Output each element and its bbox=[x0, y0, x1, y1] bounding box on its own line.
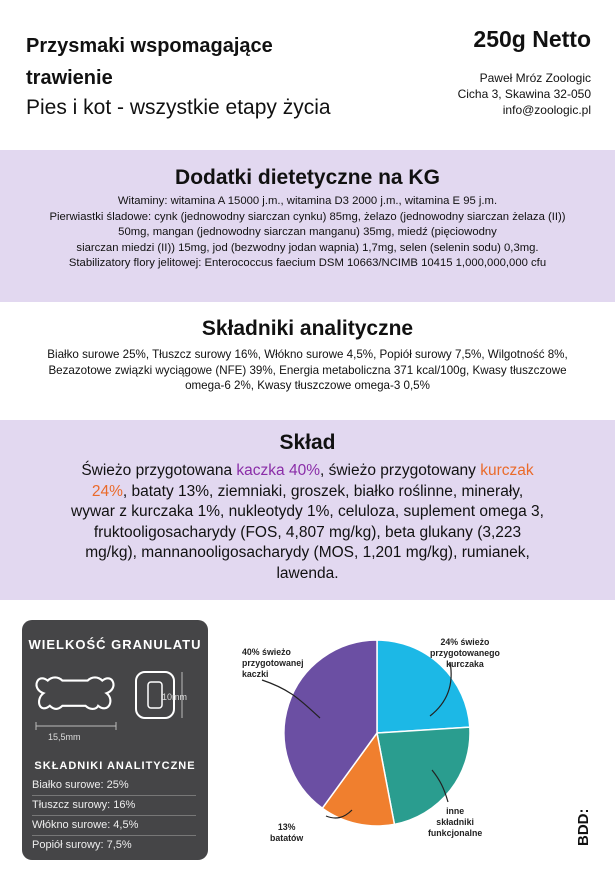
company-street: Cicha 3, Skawina 32-050 bbox=[457, 87, 591, 101]
product-title: Przysmaki wspomagające trawienie bbox=[26, 35, 273, 89]
analytical-line: Bezazotowe związki wyciągowe (NFE) 39%, Energia metaboliczna 371 kcal/100g, Kwasy tłuszczowe bbox=[48, 363, 567, 377]
pie-label-text: 40% świeżo bbox=[242, 647, 291, 657]
nutrition-item: Włókno surowe: 4,5% bbox=[32, 819, 139, 831]
company-address bbox=[458, 70, 591, 118]
analytical-section bbox=[0, 302, 615, 420]
product-subtitle: Pies i kot - wszystkie etapy życia bbox=[26, 96, 331, 119]
nutrition-title: SKŁADNIKI ANALITYCZNE bbox=[34, 760, 196, 772]
composition-line: fruktooligosacharydy (FOS, 4,807 mg/kg), beta glukany (3,223 bbox=[93, 523, 522, 541]
analytical-line: omega-6 2%, Kwasy tłuszczowe omega-3 0,5% bbox=[185, 379, 430, 392]
additives-line: siarczan miedzi (II)) 15mg, jod (bezwodny jodan wapnia) 1,7mg, selen (selenin sodu) 0,3mg. bbox=[76, 241, 539, 254]
composition-line bbox=[22, 461, 593, 482]
composition-mid: , świeżo przygotowany bbox=[320, 462, 481, 479]
header bbox=[0, 0, 615, 150]
chicken-percent: 24% bbox=[91, 482, 123, 500]
pie-label-text: przygotowanego bbox=[430, 648, 500, 658]
bdd-text: BDD: bbox=[575, 808, 592, 846]
composition-line bbox=[22, 482, 593, 503]
pie-label-text: batatów bbox=[270, 833, 304, 843]
additives-line: 50mg, mangan (jednowodny siarczan manganu) 35mg, miedź (pięciowodny bbox=[118, 226, 497, 238]
pie-label-text: funkcjonalne bbox=[428, 828, 483, 838]
nutrition-item: Tłuszcz surowy: 16% bbox=[32, 799, 136, 811]
net-weight: 250g Netto bbox=[473, 26, 591, 52]
pie-label-text: składniki bbox=[436, 817, 474, 827]
pie-label-text: inne bbox=[446, 806, 465, 816]
pie-label-other bbox=[428, 806, 482, 839]
pie-label-text: 24% świeżo bbox=[440, 637, 490, 647]
composition-rest: , bataty 13%, ziemniaki, groszek, białko roślinne, minerały, bbox=[122, 482, 524, 500]
chicken-highlight: kurczak bbox=[480, 462, 534, 479]
additives-line: Pierwiastki śladowe: cynk (jednowodny siarczan cynku) 85mg, żelazo (jednowodny siarczan żelaza (II)) bbox=[49, 210, 566, 223]
composition-line: lawenda. bbox=[276, 564, 339, 582]
pie-label-sweet-potato bbox=[270, 822, 303, 844]
pie-label-text: przygotowanej bbox=[242, 658, 304, 668]
pie-label-chicken bbox=[430, 637, 500, 670]
bdd-label bbox=[568, 800, 598, 850]
bone-icon bbox=[37, 677, 114, 709]
composition-line: wywar z kurczaka 1%, nukleotydy 1%, celuloza, suplement omega 3, bbox=[71, 503, 544, 520]
additives-title: Dodatki dietetyczne na KG bbox=[175, 166, 440, 189]
composition-title: Skład bbox=[279, 431, 336, 454]
nutrition-divider bbox=[32, 795, 196, 796]
analytical-title: Składniki analityczne bbox=[201, 317, 414, 340]
pie-label-text: kurczaka bbox=[446, 659, 484, 669]
width-label: 15,5mm bbox=[48, 732, 81, 742]
granule-side-inner bbox=[148, 682, 162, 708]
duck-highlight: kaczka 40% bbox=[236, 462, 320, 479]
pie-label-text: 13% bbox=[277, 822, 296, 832]
nutrition-divider bbox=[32, 835, 196, 836]
composition-intro: Świeżo przygotowana bbox=[81, 462, 237, 479]
pie-label-text: kaczki bbox=[242, 669, 269, 679]
additives-text bbox=[0, 194, 615, 272]
granule-info-box bbox=[22, 620, 208, 860]
analytical-line: Białko surowe 25%, Tłuszcz surowy 16%, Włókno surowe 4,5%, Popiół surowy 7,5%, Wilgotność 8%, bbox=[47, 348, 568, 361]
additives-section bbox=[0, 150, 615, 302]
company-name: Paweł Mróz Zoologic bbox=[479, 71, 591, 85]
nutrition-item: Białko surowe: 25% bbox=[32, 779, 129, 791]
composition-line: mg/kg), mannanooligosacharydy (MOS, 1,201 mg/kg), rumianek, bbox=[85, 544, 530, 561]
pie-label-duck bbox=[242, 647, 304, 680]
nutrition-item: Popiół surowy: 7,5% bbox=[32, 839, 132, 851]
height-label: 10mm bbox=[162, 692, 188, 702]
analytical-text bbox=[0, 347, 615, 394]
additives-line: Witaminy: witamina A 15000 j.m., witamina D3 2000 j.m., witamina E 95 j.m. bbox=[117, 195, 498, 207]
nutrition-divider bbox=[32, 815, 196, 816]
additives-line: Stabilizatory flory jelitowej: Enterococcus faecium DSM 10663/NCIMB 10415 1,000,000,000 cfu bbox=[68, 257, 547, 269]
composition-section bbox=[0, 420, 615, 600]
company-email: info@zoologic.pl bbox=[502, 103, 591, 117]
composition-text bbox=[0, 461, 615, 584]
granule-size-title: WIELKOŚĆ GRANULATU bbox=[28, 637, 202, 652]
